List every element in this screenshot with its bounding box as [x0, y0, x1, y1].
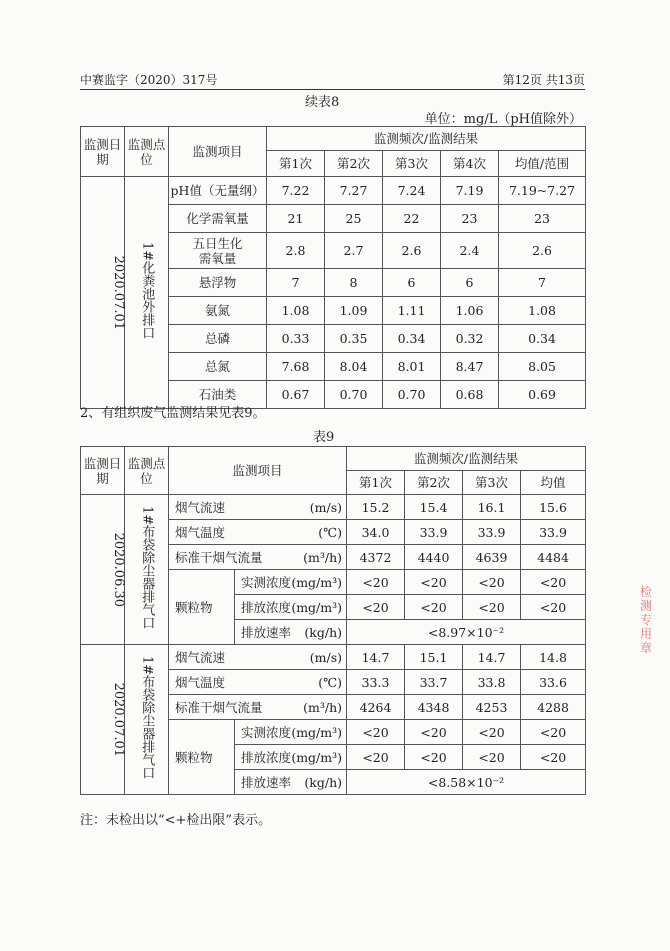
t9-item-name: 烟气温度 — [175, 524, 226, 540]
t9-cell: 4253 — [463, 695, 521, 720]
t9-item-unit: (m³/h) — [303, 549, 343, 565]
t9-rate-cell: <8.58×10⁻² — [347, 770, 586, 795]
t8-cell: 0.34 — [499, 325, 586, 353]
t8-item: 化学需氧量 — [169, 205, 267, 233]
t9-item-name: 排放速率 — [241, 624, 292, 640]
t9-date-cell — [81, 495, 125, 645]
t9-item-name: 烟气流速 — [175, 499, 226, 515]
t8-head-item: 监测项目 — [169, 127, 267, 177]
t9-cell: 15.1 — [405, 645, 463, 670]
t9-item — [169, 670, 347, 695]
t9-cell: 33.6 — [521, 670, 586, 695]
t9-item — [235, 595, 347, 620]
t9-item-name: 实测浓度 — [241, 724, 292, 740]
t9-cell: 33.8 — [463, 670, 521, 695]
table9 — [80, 446, 586, 795]
t9-item-unit: (mg/m³) — [291, 749, 343, 765]
header-rule — [80, 89, 585, 90]
t8-cell: 8.47 — [441, 353, 499, 381]
t9-date: 2020.06.30 — [111, 532, 127, 608]
t9-cell: <20 — [521, 745, 586, 770]
t9-item — [235, 620, 347, 645]
t9-item-name: 实测浓度 — [241, 574, 292, 590]
t9-col: 第3次 — [463, 471, 521, 495]
t8-cell: 0.33 — [267, 325, 325, 353]
t9-cell: 4348 — [405, 695, 463, 720]
t9-cell: <20 — [405, 595, 463, 620]
t9-cell: 4639 — [463, 545, 521, 570]
table8-unit: 单位：mg/L（pH值除外） — [424, 112, 582, 127]
t9-cell: <20 — [405, 720, 463, 745]
t9-cell: 4372 — [347, 545, 405, 570]
t9-item-unit: (kg/h) — [304, 624, 343, 640]
t8-cell: 7.27 — [325, 177, 383, 205]
doc-number: 中赛监字（2020）317号 — [80, 73, 218, 87]
t9-cell: <20 — [405, 570, 463, 595]
t9-cell: 33.3 — [347, 670, 405, 695]
t9-item-unit: (℃) — [318, 524, 343, 540]
t9-col: 第2次 — [405, 471, 463, 495]
t8-cell: 0.32 — [441, 325, 499, 353]
t9-item-unit: (mg/m³) — [291, 599, 343, 615]
t9-item-name: 烟气流速 — [175, 649, 226, 665]
t8-head-point: 监测点位 — [125, 127, 169, 177]
t9-cell: 4484 — [521, 545, 586, 570]
t9-item — [235, 770, 347, 795]
t9-cell: <20 — [347, 745, 405, 770]
t8-item: 总磷 — [169, 325, 267, 353]
t9-pm: 颗粒物 — [169, 570, 235, 645]
t8-cell: 7.24 — [383, 177, 441, 205]
t9-cell: <20 — [521, 595, 586, 620]
t8-cell: 7.19~7.27 — [499, 177, 586, 205]
t8-cell: 0.70 — [383, 381, 441, 409]
t9-cell: <20 — [347, 720, 405, 745]
t8-cell: 6 — [441, 269, 499, 297]
t8-cell: 1.09 — [325, 297, 383, 325]
t9-cell: <20 — [463, 570, 521, 595]
t9-cell: 14.7 — [463, 645, 521, 670]
t8-head-date: 监测日期 — [81, 127, 125, 177]
t8-cell: 1.08 — [499, 297, 586, 325]
t8-point: 1#化粪池外排口 — [139, 242, 155, 340]
t9-item-name: 标准干烟气流量 — [175, 699, 263, 715]
t9-cell: <20 — [521, 570, 586, 595]
t8-cell: 6 — [383, 269, 441, 297]
t8-item: 悬浮物 — [169, 269, 267, 297]
t8-col: 第4次 — [441, 151, 499, 177]
t9-point-cell — [125, 645, 169, 795]
t8-cell: 2.6 — [499, 233, 586, 269]
t8-col: 第3次 — [383, 151, 441, 177]
t8-item: pH值（无量纲） — [169, 177, 267, 205]
t8-item: 氨氮 — [169, 297, 267, 325]
t8-point-cell — [125, 177, 169, 409]
t9-cell: 4288 — [521, 695, 586, 720]
t9-item — [169, 545, 347, 570]
t9-head-date: 监测日期 — [81, 447, 125, 495]
t8-item: 石油类 — [169, 381, 267, 409]
t9-item-name: 标准干烟气流量 — [175, 549, 263, 565]
t9-item-unit: (mg/m³) — [291, 574, 343, 590]
t8-cell: 2.8 — [267, 233, 325, 269]
table8-title: 续表8 — [305, 95, 340, 110]
t9-cell: 14.8 — [521, 645, 586, 670]
t8-item: 五日生化需氧量 — [169, 233, 267, 269]
paragraph: 2、有组织废气监测结果见表9。 — [80, 406, 266, 421]
t9-item-name: 排放速率 — [241, 774, 292, 790]
t9-item-unit: (m³/h) — [303, 699, 343, 715]
t9-item-unit: (℃) — [318, 674, 343, 690]
t9-rate-cell: <8.97×10⁻² — [347, 620, 586, 645]
t8-cell: 1.08 — [267, 297, 325, 325]
t9-cell: 4264 — [347, 695, 405, 720]
t8-cell: 21 — [267, 205, 325, 233]
t9-item-unit: (m/s) — [309, 499, 343, 515]
t8-col: 第2次 — [325, 151, 383, 177]
t9-cell: <20 — [347, 595, 405, 620]
t9-head-point: 监测点位 — [125, 447, 169, 495]
t8-cell: 8.01 — [383, 353, 441, 381]
t9-col: 第1次 — [347, 471, 405, 495]
t9-cell: 15.2 — [347, 495, 405, 520]
t9-item-name: 排放浓度 — [241, 749, 292, 765]
t9-cell: 14.7 — [347, 645, 405, 670]
t9-item — [169, 520, 347, 545]
t9-cell: 16.1 — [463, 495, 521, 520]
table8 — [80, 126, 586, 409]
t9-pm: 颗粒物 — [169, 720, 235, 795]
t8-item: 总氮 — [169, 353, 267, 381]
t9-cell: 15.6 — [521, 495, 586, 520]
t9-col: 均值 — [521, 471, 586, 495]
t8-cell: 1.06 — [441, 297, 499, 325]
t8-cell: 7 — [499, 269, 586, 297]
t9-cell: 33.7 — [405, 670, 463, 695]
t8-cell: 7.22 — [267, 177, 325, 205]
t9-cell: <20 — [347, 570, 405, 595]
t9-item — [235, 720, 347, 745]
t9-cell: 4440 — [405, 545, 463, 570]
t8-col: 均值/范围 — [499, 151, 586, 177]
t8-cell: 0.68 — [441, 381, 499, 409]
t8-cell: 7 — [267, 269, 325, 297]
t9-point: 1#布袋除尘器排气口 — [139, 506, 155, 630]
t9-cell: <20 — [405, 745, 463, 770]
t9-cell: <20 — [521, 720, 586, 745]
t9-item-name: 烟气温度 — [175, 674, 226, 690]
t9-item — [169, 495, 347, 520]
t8-cell: 8 — [325, 269, 383, 297]
t8-cell: 25 — [325, 205, 383, 233]
t9-item-name: 排放浓度 — [241, 599, 292, 615]
t9-item-unit: (kg/h) — [304, 774, 343, 790]
t8-cell: 23 — [441, 205, 499, 233]
t9-point: 1#布袋除尘器排气口 — [139, 656, 155, 780]
t9-item-unit: (mg/m³) — [291, 724, 343, 740]
t9-item — [169, 645, 347, 670]
t8-col: 第1次 — [267, 151, 325, 177]
table9-title: 表9 — [313, 430, 335, 445]
t9-cell: <20 — [463, 745, 521, 770]
t9-head-group: 监测频次/监测结果 — [347, 447, 586, 471]
t9-cell: 34.0 — [347, 520, 405, 545]
t9-date-cell — [81, 645, 125, 795]
t8-date-cell — [81, 177, 125, 409]
t8-cell: 22 — [383, 205, 441, 233]
footnote: 注：未检出以“<+检出限”表示。 — [80, 813, 272, 828]
t8-head-group: 监测频次/监测结果 — [267, 127, 586, 151]
t8-cell: 2.4 — [441, 233, 499, 269]
t8-cell: 23 — [499, 205, 586, 233]
t9-point-cell — [125, 495, 169, 645]
t9-cell: 33.9 — [463, 520, 521, 545]
t9-cell: 33.9 — [521, 520, 586, 545]
t8-cell: 2.7 — [325, 233, 383, 269]
t9-cell: <20 — [463, 595, 521, 620]
t9-head-item: 监测项目 — [169, 447, 347, 495]
t8-cell: 8.05 — [499, 353, 586, 381]
t9-item — [169, 695, 347, 720]
page-number: 第12页 共13页 — [502, 73, 585, 87]
t9-date: 2020.07.01 — [111, 682, 127, 758]
t8-cell: 0.35 — [325, 325, 383, 353]
t9-cell: <20 — [463, 720, 521, 745]
t9-item — [235, 570, 347, 595]
t8-cell: 7.68 — [267, 353, 325, 381]
t8-cell: 0.34 — [383, 325, 441, 353]
t9-cell: 15.4 — [405, 495, 463, 520]
t9-item-unit: (m/s) — [309, 649, 343, 665]
t8-cell: 0.70 — [325, 381, 383, 409]
t9-item — [235, 745, 347, 770]
seal-stamp: 检 测 专 用 章 — [640, 585, 653, 655]
t8-cell: 0.67 — [267, 381, 325, 409]
t8-cell: 2.6 — [383, 233, 441, 269]
t8-cell: 0.69 — [499, 381, 586, 409]
t9-cell: 33.9 — [405, 520, 463, 545]
t8-cell: 8.04 — [325, 353, 383, 381]
t8-cell: 1.11 — [383, 297, 441, 325]
t8-date: 2020.07.01 — [111, 255, 127, 331]
t8-cell: 7.19 — [441, 177, 499, 205]
